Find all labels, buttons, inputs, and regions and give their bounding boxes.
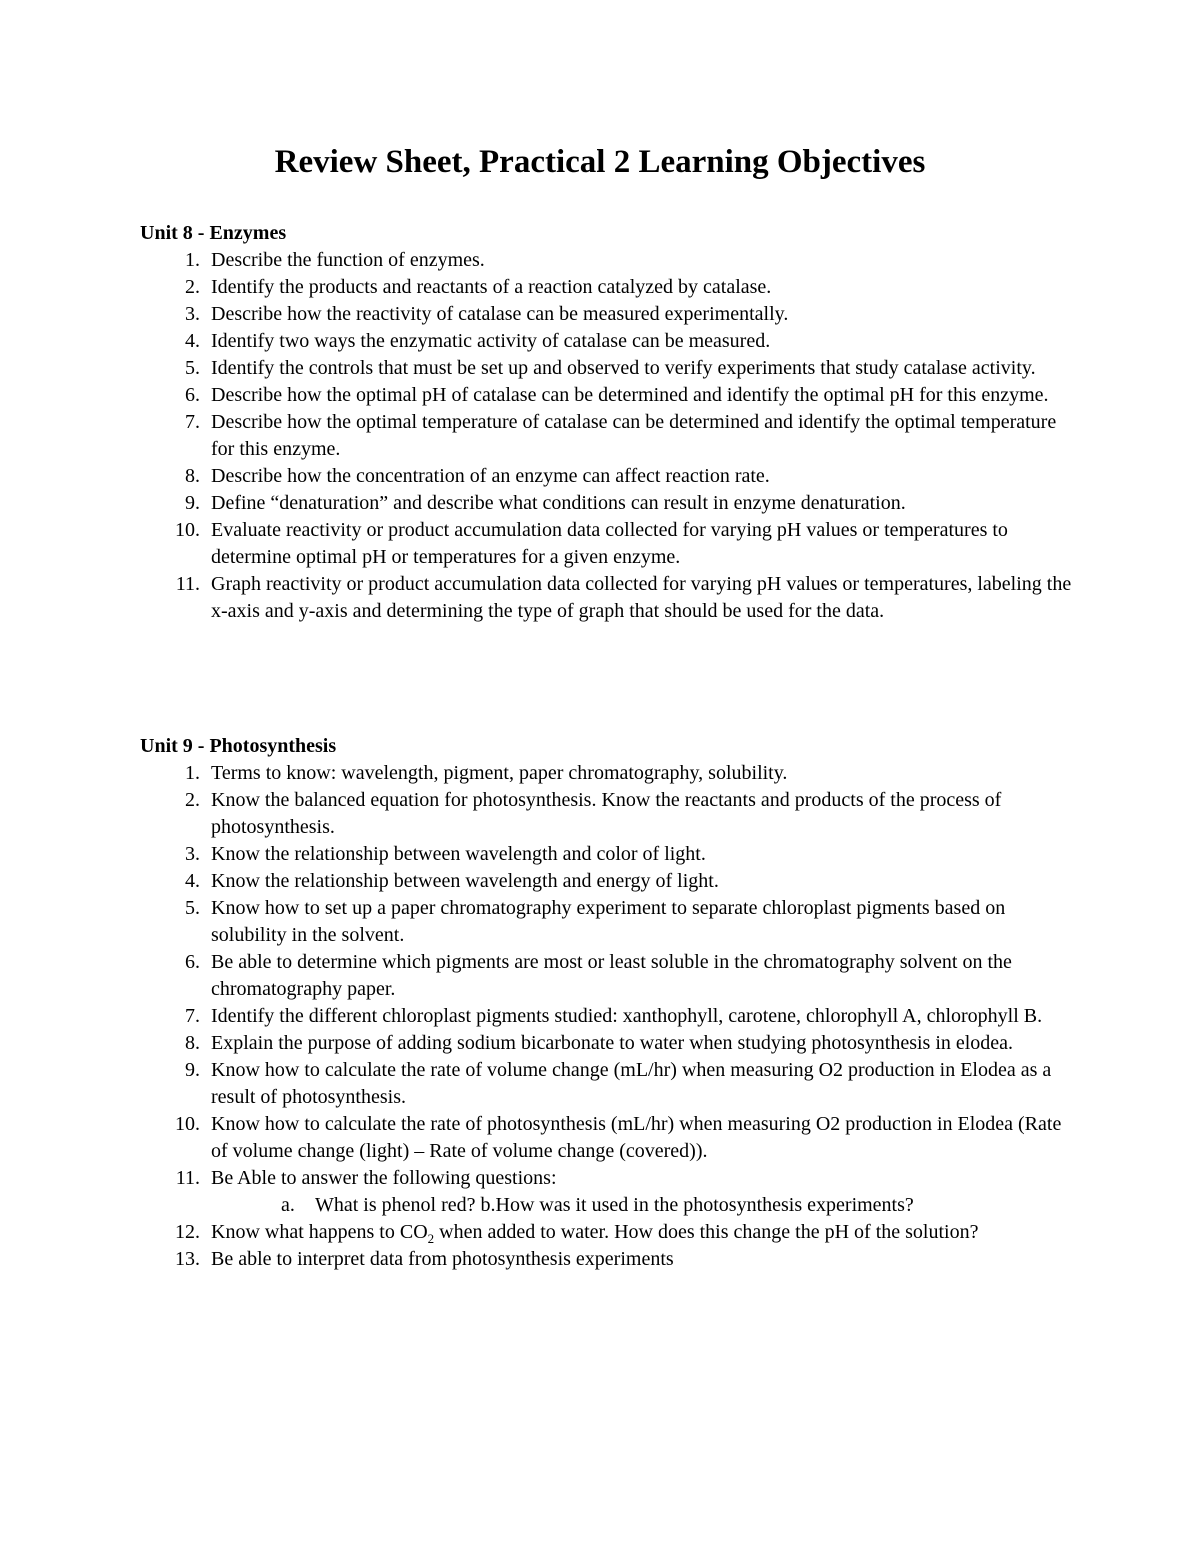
list-item [140,1030,1080,1057]
list-item [140,841,1080,868]
list-item-number: 4. [185,870,200,892]
unit-9-heading: Unit 9 - Photosynthesis [140,735,337,757]
list-item-text: Evaluate reactivity or product accumulation data collected for varying pH values or temperatures to determine optimal pH or temperatures for a given enzyme. [211,519,1008,568]
list-item [140,571,1080,625]
list-item-text-end: when added to water. How does this change the pH of the solution? [434,1221,979,1243]
list-item-text: Be able to determine which pigments are most or least soluble in the chromatography solvent on the chromatography paper. [211,951,1012,1000]
page-title: Review Sheet, Practical 2 Learning Objectives [274,144,926,180]
list-item-text: Identify the different chloroplast pigments studied: xanthophyll, carotene, chlorophyll A, chlorophyll B. [211,1005,1043,1027]
list-item-number: 7. [185,411,200,433]
list-item-text: Know the relationship between wavelength and color of light. [211,843,706,865]
list-item-text: Identify two ways the enzymatic activity of catalase can be measured. [211,330,771,352]
sub-question [211,1192,1080,1219]
list-item [140,1003,1080,1030]
list-item [140,274,1080,301]
list-item-text: Describe the function of enzymes. [211,249,485,271]
unit-8-heading: Unit 8 - Enzymes [140,222,287,244]
list-item-text: Be Able to answer the following questions: [211,1167,557,1189]
unit-9-extra-items [140,1165,1080,1273]
list-item-text: Describe how the optimal pH of catalase can be determined and identify the optimal pH for this enzyme. [211,384,1049,406]
list-item-number: 8. [185,465,200,487]
unit-9-section [140,733,1080,1273]
list-item-number: 3. [185,843,200,865]
list-item [140,760,1080,787]
list-item-number: 4. [185,330,200,352]
list-item-text-start: Know what happens to CO [211,1221,428,1243]
list-item-number: 13. [175,1248,200,1270]
list-item-text: Know the relationship between wavelength and energy of light. [211,870,719,892]
list-item [140,949,1080,1003]
list-item-number: 11. [175,1167,200,1189]
list-item-number: 7. [185,1005,200,1027]
unit-8-section [140,220,1080,625]
list-item-text: Identify the controls that must be set up and observed to verify experiments that study catalase activity. [211,357,1036,379]
list-item [140,1057,1080,1111]
list-item [140,409,1080,463]
list-item [140,1219,1080,1246]
list-item-number: 1. [185,249,200,271]
list-item-text: Graph reactivity or product accumulation data collected for varying pH values or temperatures, labeling the x-axis and y-axis and determining the type of graph that should be used for the data. [211,573,1072,622]
list-item-text: Describe how the reactivity of catalase can be measured experimentally. [211,303,789,325]
list-item [140,517,1080,571]
list-item [140,382,1080,409]
list-item-number: 9. [185,1059,200,1081]
list-item [140,787,1080,841]
co2-subscript: 2 [427,1231,435,1246]
list-item-number: 12. [175,1221,200,1243]
list-item [140,868,1080,895]
list-item-number: 6. [185,951,200,973]
list-item-number: 5. [185,357,200,379]
list-item-text: Know how to calculate the rate of volume change (mL/hr) when measuring O2 production in Elodea as a result of photosynthesis. [211,1059,1052,1108]
unit-9-objectives-list [140,760,1080,1165]
list-item-number: 2. [185,276,200,298]
list-item-text: Describe how the concentration of an enzyme can affect reaction rate. [211,465,770,487]
list-item-text: Terms to know: wavelength, pigment, paper chromatography, solubility. [211,762,788,784]
list-item-number: 9. [185,492,200,514]
sub-question-letter: a. [281,1194,295,1216]
list-item [140,895,1080,949]
list-item [140,490,1080,517]
unit-8-objectives-list [140,247,1080,625]
list-item [140,1111,1080,1165]
list-item [140,301,1080,328]
list-item [140,328,1080,355]
list-item-number: 5. [185,897,200,919]
list-item-text: Identify the products and reactants of a reaction catalyzed by catalase. [211,276,772,298]
list-item [140,1165,1080,1219]
list-item-number: 3. [185,303,200,325]
list-item-number: 2. [185,789,200,811]
list-item-text: Know how to set up a paper chromatography experiment to separate chloroplast pigments based on solubility in the solvent. [211,897,1006,946]
sub-question-text: What is phenol red? b.How was it used in the photosynthesis experiments? [315,1194,914,1216]
list-item-text: Know the balanced equation for photosynthesis. Know the reactants and products of the process of photosynthesis. [211,789,1002,838]
list-item [140,1246,1080,1273]
list-item-text: Describe how the optimal temperature of catalase can be determined and identify the optimal temperature for this enzyme. [211,411,1057,460]
list-item-text: Know how to calculate the rate of photosynthesis (mL/hr) when measuring O2 production in Elodea (Rate of volume change (light) – Rate of volume change (covered)). [211,1113,1062,1162]
list-item-number: 10. [175,1113,200,1135]
list-item-text: Define “denaturation” and describe what conditions can result in enzyme denaturation. [211,492,906,514]
list-item-number: 1. [185,762,200,784]
list-item-text: Explain the purpose of adding sodium bicarbonate to water when studying photosynthesis in elodea. [211,1032,1014,1054]
list-item [140,247,1080,274]
list-item-number: 8. [185,1032,200,1054]
list-item-text: Be able to interpret data from photosynthesis experiments [211,1248,674,1270]
list-item-number: 11. [175,573,200,595]
list-item-number: 10. [175,519,200,541]
list-item-number: 6. [185,384,200,406]
list-item [140,463,1080,490]
list-item [140,355,1080,382]
